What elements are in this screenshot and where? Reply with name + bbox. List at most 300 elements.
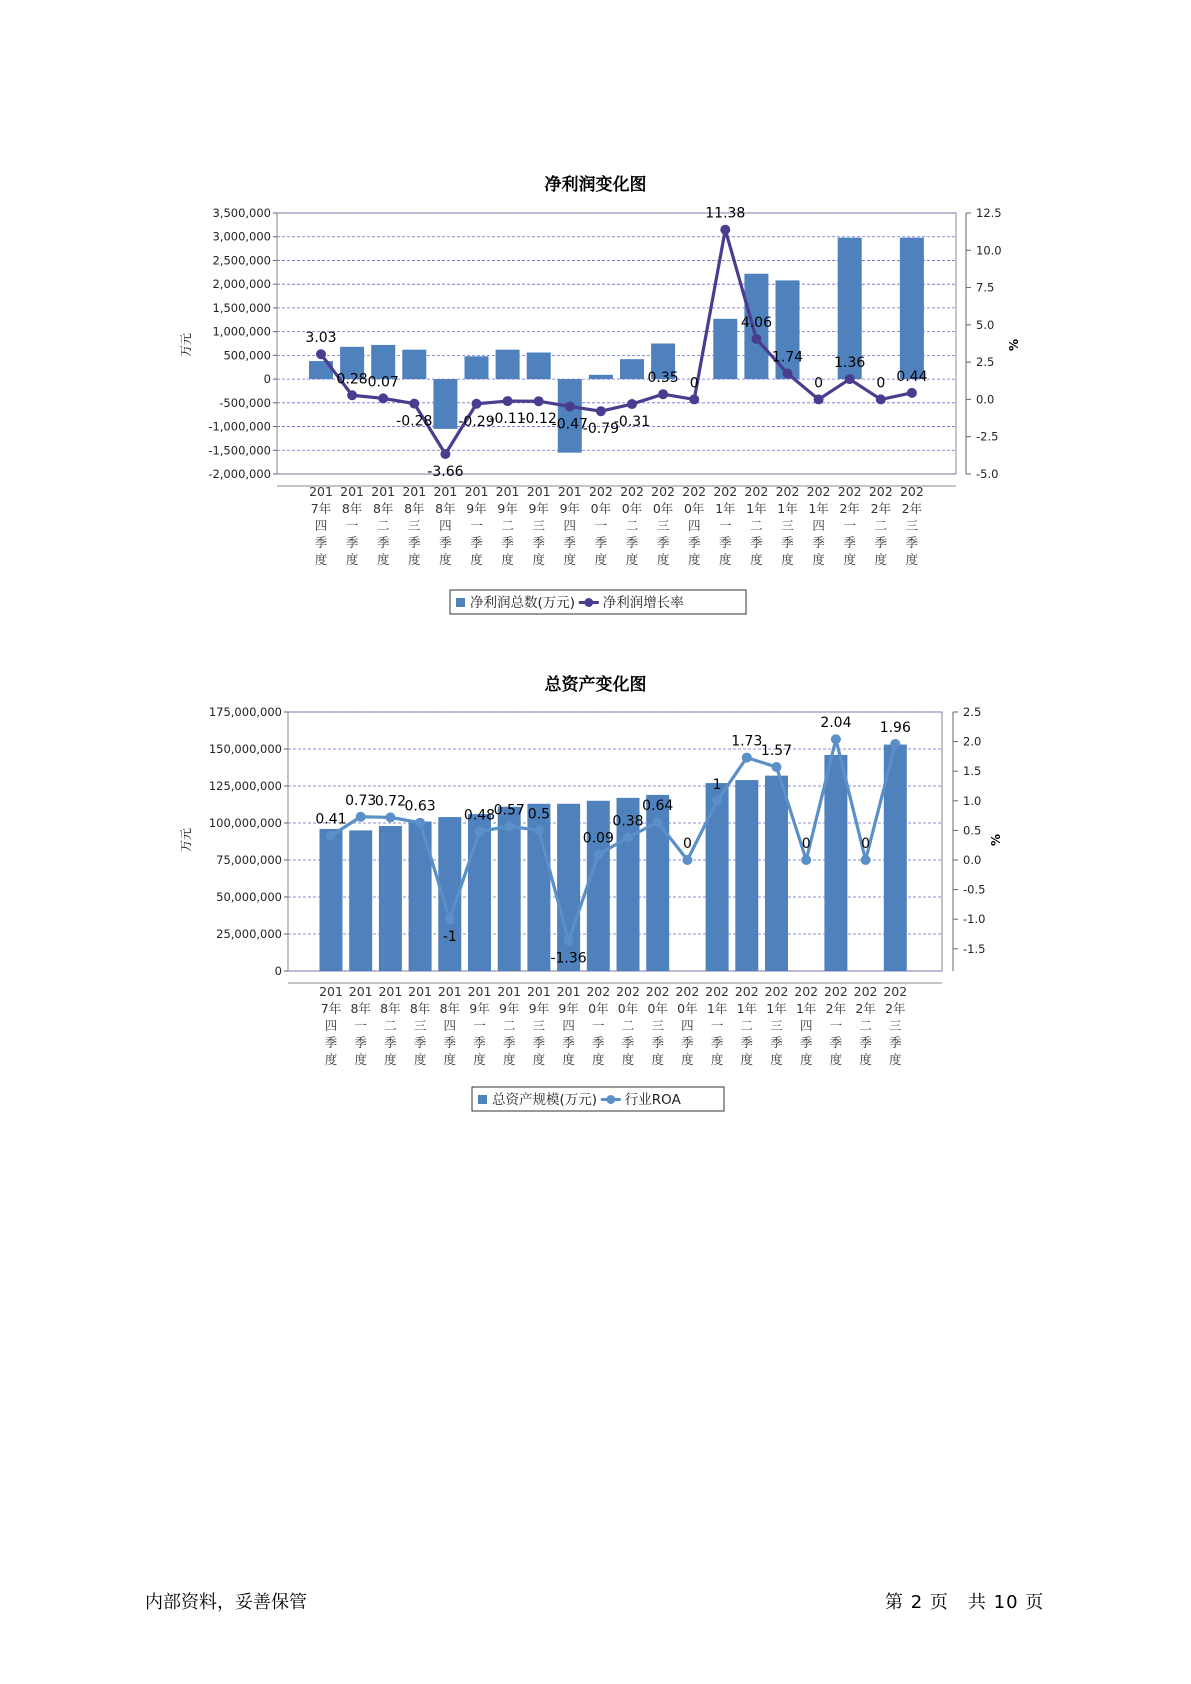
x-tick-label: 202: [651, 484, 676, 499]
x-tick-label: 季: [770, 1035, 783, 1050]
y2-tick-label: 7.5: [976, 280, 995, 295]
x-tick-label: 9年: [559, 501, 581, 516]
x-tick-label: 1年: [706, 1001, 728, 1016]
x-tick-label: 一: [719, 518, 732, 533]
x-tick-label: 度: [621, 1052, 635, 1067]
bar: [587, 801, 610, 971]
x-tick-label: 度: [770, 1052, 783, 1067]
x-tick-label: 季: [470, 535, 483, 550]
legend-line-label: 净利润增长率: [602, 595, 684, 611]
x-tick-label: 三: [770, 1018, 783, 1033]
x-tick-label: 二: [376, 518, 390, 533]
y2-tick-label: -0.5: [963, 882, 986, 897]
x-tick-label: 度: [384, 1052, 397, 1067]
x-tick-label: 四: [681, 1018, 694, 1033]
footer-page-number: 第 2 页 共 10 页: [885, 1592, 1045, 1613]
x-tick-label: 二: [859, 1018, 872, 1033]
x-tick-label: 202: [899, 484, 924, 499]
x-tick-label: 202: [588, 484, 613, 499]
y2-tick-label: 10.0: [976, 243, 1002, 258]
x-tick-label: 一: [592, 1018, 605, 1033]
x-tick-label: 201: [497, 984, 522, 999]
x-tick-label: 度: [594, 552, 608, 567]
x-tick-label: 一: [594, 518, 608, 533]
x-tick-label: 四: [812, 518, 825, 533]
y2-tick-label: 5.0: [976, 317, 995, 332]
data-label: 1: [712, 776, 722, 793]
x-tick-label: 季: [354, 1035, 367, 1050]
line-point: [385, 812, 395, 822]
x-tick-label: 季: [376, 535, 390, 550]
x-tick-label: 度: [502, 1052, 516, 1067]
y2-tick-label: 0.0: [976, 392, 995, 407]
data-label: 0: [861, 836, 871, 852]
x-tick-label: 201: [495, 484, 520, 499]
bar: [349, 830, 372, 971]
x-tick-label: 三: [532, 518, 545, 533]
x-tick-label: 四: [443, 1018, 457, 1033]
line-point: [712, 796, 722, 806]
y2-tick-label: 0.5: [963, 823, 982, 838]
y-tick-label: 175,000,000: [208, 705, 282, 719]
x-tick-label: 二: [621, 1018, 635, 1033]
x-tick-label: 9年: [498, 1001, 520, 1016]
x-tick-label: 8年: [409, 1001, 431, 1016]
line-point: [445, 914, 455, 924]
x-tick-label: 季: [681, 1035, 694, 1050]
x-tick-label: 季: [501, 535, 514, 550]
x-tick-label: 度: [651, 1052, 664, 1067]
y2-tick-label: 2.5: [976, 355, 995, 370]
x-tick-label: 一: [354, 1018, 367, 1033]
data-label: 0.73: [345, 792, 377, 809]
line-point: [504, 821, 514, 831]
line-point: [593, 850, 603, 860]
x-tick-label: 一: [829, 1018, 843, 1033]
x-tick-label: 1年: [795, 1001, 817, 1016]
data-label: -3.66: [427, 464, 464, 481]
x-tick-label: 202: [883, 984, 908, 999]
x-tick-label: 202: [806, 484, 831, 499]
x-tick-label: 2年: [870, 501, 892, 516]
x-tick-label: 季: [314, 535, 328, 550]
x-tick-label: 0年: [647, 1001, 668, 1016]
x-tick-label: 1年: [777, 501, 798, 516]
y-tick-label: 1,000,000: [212, 324, 271, 339]
x-tick-label: 度: [905, 552, 919, 567]
x-tick-label: 2年: [855, 1001, 876, 1016]
x-tick-label: 季: [413, 1035, 427, 1050]
data-label: 0.35: [647, 370, 679, 387]
x-tick-label: 季: [594, 535, 608, 550]
x-tick-label: 202: [734, 984, 759, 999]
y2-tick-label: -5.0: [976, 467, 999, 481]
x-tick-label: 202: [775, 484, 800, 499]
x-tick-label: 度: [408, 552, 421, 567]
legend-bar-label: 净利润总数(万元): [470, 595, 576, 611]
bar: [735, 780, 758, 971]
x-tick-label: 8年: [435, 501, 456, 516]
x-tick-label: 202: [794, 984, 819, 999]
x-tick-label: 1年: [746, 501, 767, 516]
line-point: [742, 753, 752, 763]
x-tick-label: 度: [314, 552, 328, 567]
x-tick-label: 季: [781, 535, 794, 550]
x-tick-label: 201: [402, 484, 427, 499]
x-tick-label: 度: [719, 552, 732, 567]
x-tick-label: 201: [319, 984, 343, 999]
x-tick-label: 201: [526, 484, 551, 499]
data-label: 0.44: [896, 368, 928, 385]
x-tick-label: 季: [408, 535, 421, 550]
data-label: 0.41: [315, 811, 347, 828]
y-tick-label: 150,000,000: [208, 742, 282, 756]
x-tick-label: 季: [443, 1035, 457, 1050]
y-tick-label: 3,000,000: [212, 229, 271, 244]
data-label: 0: [801, 836, 811, 852]
x-tick-label: 三: [651, 1018, 664, 1033]
x-tick-label: 度: [563, 552, 577, 567]
x-tick-label: 202: [620, 484, 644, 499]
x-tick-label: 一: [710, 1018, 724, 1033]
x-tick-label: 季: [829, 1035, 843, 1050]
x-tick-label: 201: [348, 984, 373, 999]
y2-tick-label: 0.0: [963, 853, 982, 867]
y-tick-label: 0: [274, 964, 282, 978]
x-tick-label: 8年: [341, 501, 363, 516]
x-tick-label: 201: [557, 484, 582, 499]
x-tick-label: 季: [799, 1035, 813, 1050]
x-tick-label: 2年: [839, 501, 860, 516]
x-tick-label: 三: [408, 518, 421, 533]
x-tick-label: 二: [750, 518, 763, 533]
x-tick-label: 季: [843, 535, 856, 550]
data-label: 1.57: [760, 743, 793, 760]
x-tick-label: 度: [843, 552, 856, 567]
x-tick-label: 201: [408, 984, 433, 999]
x-tick-label: 三: [532, 1018, 546, 1033]
data-label: -0.31: [613, 414, 651, 431]
x-tick-label: 度: [345, 552, 359, 567]
x-tick-label: 1年: [808, 501, 829, 516]
x-tick-label: 201: [378, 984, 403, 999]
x-tick-label: 度: [354, 1052, 367, 1067]
x-tick-label: 季: [621, 1035, 635, 1050]
x-tick-label: 度: [443, 1052, 457, 1067]
line-point: [415, 818, 425, 828]
bar: [824, 755, 847, 971]
data-label: 0.07: [367, 374, 399, 391]
y-tick-label: -500,000: [219, 395, 271, 410]
x-tick-label: 季: [625, 535, 639, 550]
x-tick-label: 季: [750, 535, 763, 550]
data-label: 0: [876, 375, 886, 392]
x-tick-label: 季: [324, 1035, 338, 1050]
y-tick-label: 125,000,000: [208, 779, 282, 793]
x-tick-label: 四: [324, 1018, 338, 1033]
x-tick-label: 202: [616, 984, 640, 999]
data-label: 0: [689, 375, 699, 392]
x-tick-label: 2年: [825, 1001, 847, 1016]
x-tick-label: 一: [473, 1018, 486, 1033]
data-label: 0.09: [582, 830, 614, 847]
x-tick-label: 202: [853, 984, 878, 999]
line-point: [356, 812, 366, 822]
x-tick-label: 7年: [310, 501, 332, 516]
x-tick-label: 度: [889, 1052, 902, 1067]
x-tick-label: 度: [874, 552, 888, 567]
x-tick-label: 四: [314, 518, 328, 533]
x-tick-label: 度: [859, 1052, 872, 1067]
data-label: -1.36: [550, 950, 587, 967]
y-tick-label: 3,500,000: [212, 206, 271, 220]
data-label: -0.28: [396, 413, 433, 430]
y-tick-label: 25,000,000: [216, 927, 282, 941]
x-tick-label: 四: [439, 518, 452, 533]
y-tick-label: 1,500,000: [212, 300, 271, 315]
net-profit-chart-title: 净利润变化图: [544, 175, 647, 195]
line-point: [534, 825, 544, 835]
x-tick-label: 9年: [469, 1001, 490, 1016]
x-tick-label: 7年: [320, 1001, 342, 1016]
x-tick-label: 度: [470, 552, 483, 567]
data-label: 0.64: [642, 798, 674, 815]
x-tick-label: 0年: [590, 501, 612, 516]
line-point: [801, 855, 811, 865]
line-point: [326, 831, 336, 841]
x-tick-label: 2年: [885, 1001, 906, 1016]
data-label: 0.48: [463, 807, 496, 824]
x-tick-label: 四: [799, 1018, 813, 1033]
y-tick-label: 500,000: [223, 348, 271, 363]
x-tick-label: 季: [656, 535, 670, 550]
x-tick-label: 度: [324, 1052, 338, 1067]
data-label: 0.38: [612, 813, 644, 830]
x-tick-label: 一: [470, 518, 483, 533]
data-label: 0.5: [527, 806, 551, 823]
x-tick-label: 季: [345, 535, 359, 550]
x-tick-label: 三: [905, 518, 919, 533]
x-tick-label: 度: [750, 552, 763, 567]
x-tick-label: 8年: [380, 1001, 401, 1016]
x-tick-label: 一: [345, 518, 359, 533]
x-tick-label: 1年: [736, 1001, 758, 1016]
data-label: 0.28: [336, 371, 368, 388]
data-label: -0.29: [458, 413, 495, 430]
x-tick-label: 202: [675, 984, 700, 999]
x-tick-label: 季: [563, 535, 577, 550]
x-tick-label: 202: [705, 984, 730, 999]
y2-tick-label: -1.5: [963, 941, 986, 956]
x-tick-label: 202: [744, 484, 769, 499]
x-tick-label: 度: [562, 1052, 575, 1067]
x-tick-label: 0年: [621, 501, 643, 516]
y-tick-label: 0: [263, 372, 271, 387]
x-tick-label: 0年: [652, 501, 674, 516]
x-tick-label: 二: [740, 1018, 754, 1033]
x-tick-label: 一: [843, 518, 856, 533]
x-tick-label: 四: [687, 518, 701, 533]
x-tick-label: 201: [467, 984, 492, 999]
x-tick-label: 0年: [677, 1001, 698, 1016]
footer-confidential-note: 内部资料，妥善保管: [145, 1592, 307, 1613]
x-tick-label: 度: [687, 552, 701, 567]
x-tick-label: 201: [437, 984, 462, 999]
bar: [557, 804, 580, 971]
x-tick-label: 9年: [528, 501, 549, 516]
x-tick-label: 8年: [372, 501, 394, 516]
data-label: 1.74: [771, 349, 804, 366]
bar: [498, 807, 521, 971]
line-point: [623, 833, 633, 843]
x-tick-label: 度: [781, 552, 794, 567]
x-tick-label: 9年: [497, 501, 518, 516]
y2-tick-label: 1.5: [963, 764, 982, 779]
x-tick-label: 季: [651, 1035, 664, 1050]
x-tick-label: 201: [340, 484, 365, 499]
x-tick-label: 季: [812, 535, 825, 550]
x-tick-label: 0年: [683, 501, 705, 516]
data-label: 1.36: [834, 355, 866, 372]
data-label: 11.38: [705, 205, 746, 222]
x-tick-label: 8年: [350, 1001, 371, 1016]
x-tick-label: 季: [874, 535, 888, 550]
x-tick-label: 季: [439, 535, 452, 550]
x-tick-label: 度: [473, 1052, 486, 1067]
y-tick-label: -2,000,000: [208, 467, 271, 481]
data-label: 0.57: [493, 802, 525, 819]
x-tick-label: 季: [710, 1035, 724, 1050]
x-tick-label: 季: [889, 1035, 902, 1050]
x-tick-label: 季: [905, 535, 919, 550]
x-tick-label: 季: [384, 1035, 397, 1050]
x-tick-label: 201: [556, 984, 581, 999]
y2-tick-label: 2.0: [963, 734, 982, 749]
data-label: 0.72: [374, 793, 406, 810]
x-tick-label: 9年: [558, 1001, 579, 1016]
y2-tick-label: 12.5: [976, 206, 1002, 220]
y-tick-label: 50,000,000: [216, 890, 282, 904]
x-tick-label: 季: [859, 1035, 872, 1050]
x-tick-label: 度: [532, 1052, 546, 1067]
bar: [468, 814, 491, 971]
data-label: 4.06: [740, 314, 772, 331]
x-tick-label: 季: [532, 1035, 546, 1050]
data-label: 3.03: [305, 330, 337, 347]
x-tick-label: 202: [645, 984, 670, 999]
x-tick-label: 二: [874, 518, 888, 533]
line-point: [475, 827, 485, 837]
x-tick-label: 度: [740, 1052, 754, 1067]
y2-tick-label: 1.0: [963, 793, 982, 808]
y-tick-label: 2,000,000: [212, 277, 271, 292]
data-label: -0.11: [489, 411, 526, 428]
x-tick-label: 0年: [617, 1001, 639, 1016]
legend-bar-swatch: [478, 1095, 487, 1104]
x-tick-label: 二: [625, 518, 639, 533]
x-tick-label: 度: [532, 552, 545, 567]
data-label: -0.47: [551, 416, 588, 433]
bar: [706, 783, 729, 971]
x-tick-label: 季: [473, 1035, 486, 1050]
y-tick-label: -1,500,000: [208, 443, 271, 458]
data-label: 2.04: [820, 715, 852, 732]
x-tick-label: 202: [586, 984, 611, 999]
x-tick-label: 度: [812, 552, 825, 567]
x-tick-label: 四: [563, 518, 577, 533]
y2-tick-label: -1.0: [963, 912, 986, 927]
x-tick-label: 度: [439, 552, 452, 567]
bar: [320, 829, 343, 971]
data-label: 1.96: [879, 719, 911, 736]
x-tick-label: 季: [719, 535, 732, 550]
x-tick-label: 202: [713, 484, 738, 499]
data-label: 1.73: [731, 733, 763, 750]
y2-axis-title: %: [989, 833, 1003, 847]
legend-line-marker: [606, 1095, 615, 1104]
x-tick-label: 度: [376, 552, 390, 567]
x-tick-label: 201: [309, 484, 333, 499]
x-tick-label: 季: [740, 1035, 754, 1050]
bar: [765, 776, 788, 971]
x-tick-label: 9年: [528, 1001, 550, 1016]
x-tick-label: 三: [413, 1018, 427, 1033]
x-tick-label: 二: [501, 518, 514, 533]
x-tick-label: 202: [837, 484, 862, 499]
line-point: [564, 936, 574, 946]
line-point: [831, 734, 841, 744]
x-tick-label: 度: [829, 1052, 843, 1067]
x-tick-label: 度: [625, 552, 639, 567]
x-tick-label: 201: [526, 984, 551, 999]
total-assets-chart-title: 总资产变化图: [544, 675, 647, 695]
data-label: 0: [682, 836, 692, 852]
y-axis-title: 万元: [179, 332, 193, 358]
x-tick-label: 三: [781, 518, 794, 533]
x-tick-label: 季: [592, 1035, 605, 1050]
x-tick-label: 度: [681, 1052, 694, 1067]
line-point: [772, 762, 782, 772]
y-tick-label: 75,000,000: [216, 853, 282, 867]
y2-axis-title: %: [1007, 338, 1021, 352]
y2-tick-label: -2.5: [976, 429, 999, 444]
x-tick-label: 季: [562, 1035, 575, 1050]
x-tick-label: 202: [682, 484, 707, 499]
data-label: -0.12: [520, 411, 557, 428]
x-tick-label: 度: [501, 552, 514, 567]
x-tick-label: 度: [656, 552, 670, 567]
x-tick-label: 二: [384, 1018, 397, 1033]
x-tick-label: 8年: [439, 1001, 461, 1016]
x-tick-label: 三: [656, 518, 670, 533]
x-tick-label: 度: [799, 1052, 813, 1067]
x-tick-label: 202: [764, 984, 789, 999]
x-tick-label: 202: [823, 984, 848, 999]
x-tick-label: 1年: [715, 501, 736, 516]
data-label: -0.79: [582, 421, 620, 438]
data-label: -1: [442, 929, 457, 946]
bar: [379, 826, 402, 971]
x-tick-label: 9年: [466, 501, 487, 516]
line-point: [653, 817, 663, 827]
x-tick-label: 四: [562, 1018, 575, 1033]
data-label: 0: [814, 375, 824, 392]
line-point: [890, 739, 900, 749]
x-tick-label: 0年: [588, 1001, 609, 1016]
x-tick-label: 201: [433, 484, 458, 499]
x-tick-label: 1年: [766, 1001, 787, 1016]
line-point: [861, 855, 871, 865]
